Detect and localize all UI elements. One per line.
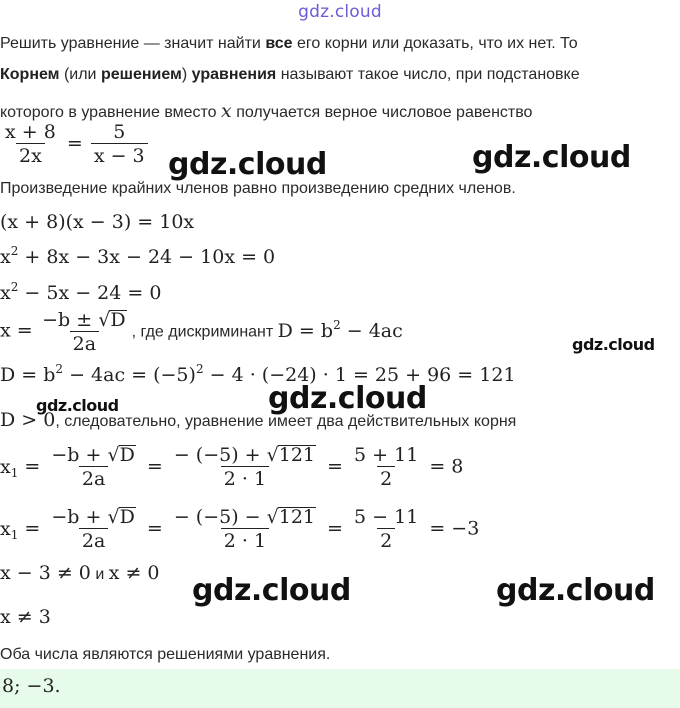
- step-1: (x + 8)(x − 3) = 10x: [0, 211, 195, 233]
- equals-sign: =: [24, 455, 41, 478]
- watermark: gdz.cloud: [36, 396, 119, 415]
- radicand: D: [110, 309, 126, 331]
- root-2: [0, 506, 479, 554]
- subscript: 1: [10, 527, 19, 542]
- denominator: 2: [377, 528, 395, 553]
- variable-x: x: [0, 455, 11, 478]
- intro-line-1: [0, 35, 578, 53]
- exponent: 2: [333, 317, 341, 332]
- math-part: − 4ac: [340, 319, 403, 342]
- radicand: D: [119, 506, 135, 528]
- intro-line-2: [0, 66, 580, 84]
- intro-text: (или: [59, 66, 101, 83]
- math-part: D = b: [277, 319, 334, 342]
- root2-fraction-3: [351, 506, 421, 553]
- denominator: 2: [377, 466, 395, 491]
- answer-value: 8; −3.: [2, 675, 61, 697]
- watermark: gdz.cloud: [168, 147, 327, 182]
- variable-x: x: [0, 517, 11, 540]
- equals-sign: =: [146, 455, 163, 478]
- explanation-text: , следовательно, уравнение имеет два действительных корня: [55, 413, 517, 430]
- formula-text: , где дискриминант: [131, 323, 278, 341]
- math-part: − 4 · (−24) · 1 = 25 + 96 = 121: [203, 364, 516, 386]
- root-lhs: [0, 518, 18, 540]
- math-part: D = b: [0, 364, 56, 386]
- math-part: + 8x − 3x − 24 − 10x = 0: [18, 246, 276, 268]
- term-solution: решением: [100, 66, 182, 83]
- intro-text: которого в уравнение вместо: [0, 104, 222, 121]
- intro-line-3: [0, 100, 532, 122]
- exponent: 2: [10, 280, 19, 294]
- denominator: 2a: [79, 528, 108, 553]
- denominator: x − 3: [91, 143, 148, 168]
- root1-fraction-3: [351, 444, 421, 491]
- numerator: 5: [113, 121, 126, 143]
- fraction-right: [91, 121, 148, 168]
- original-equation: [0, 121, 150, 168]
- equals-sign: =: [24, 517, 41, 540]
- term-root: Корнем: [0, 66, 60, 83]
- math-part: − 5x − 24 = 0: [18, 282, 162, 304]
- rule-text: Произведение крайних членов равно произведению средних членов.: [0, 180, 516, 197]
- root1-fraction-2: $\frac{- (-5) + √121}{2 \cdot 1}$: [173, 444, 315, 490]
- discriminant-calc: [0, 364, 516, 386]
- domain-condition: [0, 562, 160, 584]
- watermark: gdz.cloud: [268, 381, 427, 416]
- numerator: − (−5) −: [173, 506, 267, 528]
- denominator: 2 · 1: [221, 528, 269, 553]
- radicand: 121: [278, 444, 315, 466]
- intro-text: его корни или доказать, что их нет. То: [292, 35, 578, 52]
- intro-text: получается верное числовое равенство: [231, 104, 533, 121]
- watermark: gdz.cloud: [472, 140, 631, 175]
- variable-x: x: [221, 100, 232, 122]
- numerator: −b ±: [42, 309, 99, 331]
- intro-text: Решить уравнение — значит найти: [0, 35, 266, 52]
- root2-fraction-2: $\frac{- (-5) - √121}{2 \cdot 1}$: [173, 506, 315, 552]
- conclusion-text: Оба числа являются решениями уравнения.: [0, 646, 331, 663]
- math-part: x − 3 ≠ 0: [0, 562, 91, 584]
- math-part: x ≠ 0: [108, 562, 160, 584]
- top-watermark: gdz.cloud: [298, 2, 382, 22]
- root-value: = 8: [429, 455, 464, 478]
- watermark: gdz.cloud: [192, 573, 351, 608]
- root1-fraction-1: $\frac{-b + √D}{2a}$: [51, 444, 135, 490]
- domain-condition-2: x ≠ 3: [0, 606, 51, 628]
- intro-bold-all: все: [265, 35, 293, 52]
- watermark: gdz.cloud: [572, 335, 655, 354]
- denominator: 2a: [70, 331, 99, 356]
- numerator: −b +: [51, 444, 108, 466]
- intro-text: ): [181, 66, 192, 83]
- exponent: 2: [195, 362, 204, 376]
- math-part: x: [0, 246, 11, 268]
- quadratic-formula: [0, 309, 403, 358]
- numerator: 5 + 11: [354, 444, 419, 466]
- step-3: [0, 282, 161, 304]
- watermark: gdz.cloud: [496, 573, 655, 608]
- root-value: = −3: [429, 517, 480, 540]
- math-part: − 4ac = (−5): [63, 364, 196, 386]
- fraction-left: [2, 121, 59, 168]
- equals-sign: =: [66, 132, 83, 155]
- equals-sign: =: [327, 455, 343, 478]
- root2-fraction-1: $\frac{-b + √D}{2a}$: [51, 506, 135, 552]
- exponent: 2: [55, 362, 64, 376]
- numerator: −b +: [51, 506, 108, 528]
- denominator: 2a: [79, 466, 108, 491]
- equals-sign: =: [327, 517, 343, 540]
- numerator: x + 8: [5, 121, 56, 143]
- subscript: 1: [10, 465, 19, 480]
- step-2: [0, 246, 275, 268]
- radicand: D: [119, 444, 135, 466]
- root-1: [0, 444, 463, 491]
- answer-box: [0, 669, 680, 708]
- radicand: 121: [278, 506, 315, 528]
- math-part: D > 0: [0, 409, 56, 431]
- equals-sign: =: [146, 517, 163, 540]
- formula-lhs: x =: [0, 319, 33, 342]
- math-part: x: [0, 282, 11, 304]
- term-equation: уравнения: [191, 66, 277, 83]
- numerator: − (−5) +: [173, 444, 267, 466]
- denominator: 2x: [16, 143, 45, 168]
- intro-text: называют такое число, при подстановке: [276, 66, 580, 83]
- exponent: 2: [10, 244, 19, 258]
- root-lhs: [0, 456, 18, 478]
- numerator: 5 − 11: [354, 506, 419, 528]
- denominator: 2 · 1: [221, 466, 269, 491]
- conjunction: и: [90, 566, 109, 583]
- formula-fraction: $\frac{-b \pm √D}{2a}$: [42, 309, 126, 355]
